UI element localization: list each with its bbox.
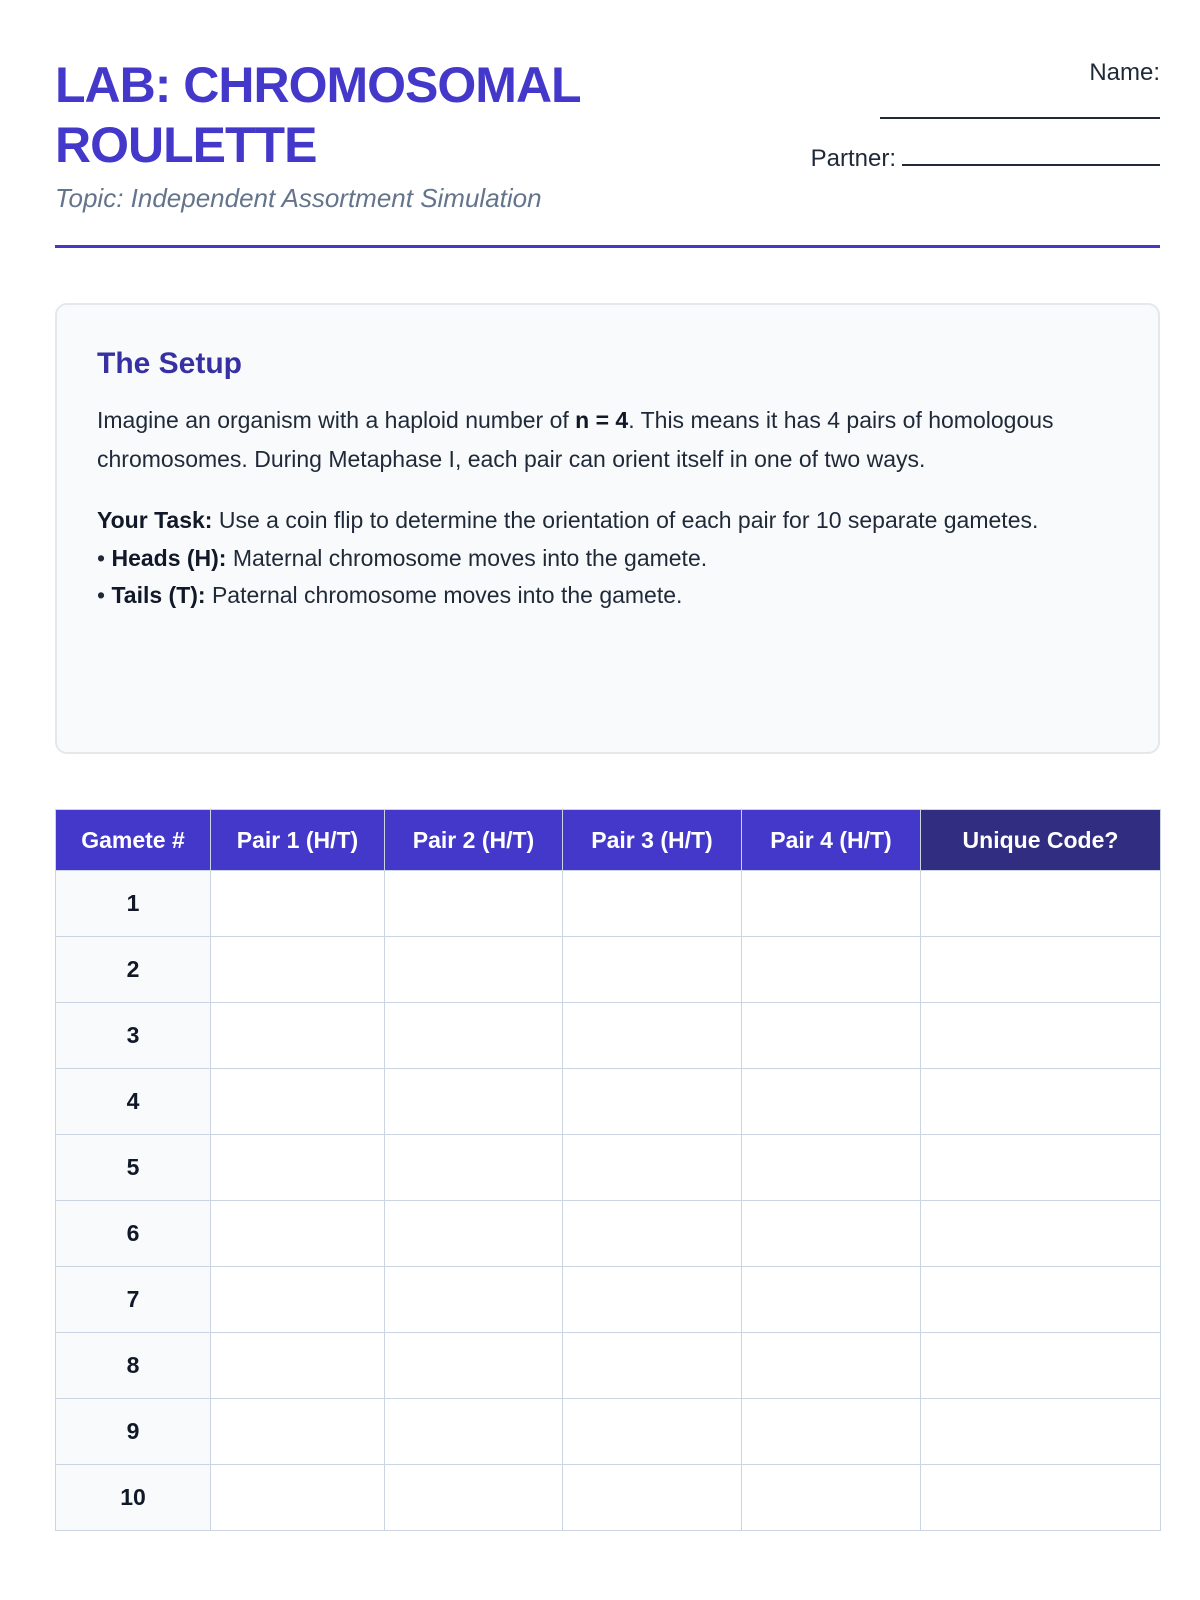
pair-4-cell[interactable] bbox=[742, 1333, 921, 1399]
pair-2-cell[interactable] bbox=[385, 871, 563, 937]
header-unique-code: Unique Code? bbox=[921, 810, 1161, 871]
pair-1-cell[interactable] bbox=[211, 1267, 385, 1333]
tails-rule bbox=[97, 577, 1118, 614]
pair-2-cell[interactable] bbox=[385, 1399, 563, 1465]
gamete-number-cell: 3 bbox=[56, 1003, 211, 1069]
pair-2-cell[interactable] bbox=[385, 1267, 563, 1333]
pair-3-cell[interactable] bbox=[563, 1399, 742, 1465]
pair-1-cell[interactable] bbox=[211, 1201, 385, 1267]
table-row bbox=[56, 1333, 1161, 1399]
table-row bbox=[56, 1267, 1161, 1333]
table-header-row bbox=[56, 810, 1161, 871]
gamete-number-cell: 4 bbox=[56, 1069, 211, 1135]
task-label: Your Task: bbox=[97, 507, 213, 533]
gamete-number-cell: 7 bbox=[56, 1267, 211, 1333]
unique-code-cell[interactable] bbox=[921, 1267, 1161, 1333]
worksheet-page bbox=[55, 55, 1160, 1531]
header-gamete-number: Gamete # bbox=[56, 810, 211, 871]
topic-subtitle: Topic: Independent Assortment Simulation bbox=[55, 183, 542, 213]
unique-code-cell[interactable] bbox=[921, 1135, 1161, 1201]
pair-1-cell[interactable] bbox=[211, 1399, 385, 1465]
table-row bbox=[56, 1069, 1161, 1135]
pair-1-cell[interactable] bbox=[211, 1003, 385, 1069]
header-pair-2: Pair 2 (H/T) bbox=[385, 810, 563, 871]
tails-text: Paternal chromosome moves into the gamete. bbox=[205, 582, 683, 608]
intro-text-end: . This means it has 4 pairs of homologous chromosomes. During Metaphase I, each pair can orient itself in one of two ways. bbox=[97, 407, 1054, 472]
pair-2-cell[interactable] bbox=[385, 937, 563, 1003]
setup-intro bbox=[97, 401, 1118, 479]
page-title bbox=[55, 55, 655, 175]
pair-2-cell[interactable] bbox=[385, 1135, 563, 1201]
pair-1-cell[interactable] bbox=[211, 1465, 385, 1531]
table-row bbox=[56, 1135, 1161, 1201]
worksheet-header bbox=[55, 55, 1160, 248]
unique-code-cell[interactable] bbox=[921, 1003, 1161, 1069]
pair-3-cell[interactable] bbox=[563, 1201, 742, 1267]
setup-title: The Setup bbox=[97, 347, 243, 380]
gamete-number-cell: 8 bbox=[56, 1333, 211, 1399]
pair-1-cell[interactable] bbox=[211, 1069, 385, 1135]
setup-box bbox=[55, 303, 1160, 754]
table-body bbox=[56, 871, 1161, 1531]
pair-2-cell[interactable] bbox=[385, 1333, 563, 1399]
pair-4-cell[interactable] bbox=[742, 1465, 921, 1531]
pair-3-cell[interactable] bbox=[563, 1135, 742, 1201]
pair-4-cell[interactable] bbox=[742, 1399, 921, 1465]
gamete-number-cell: 1 bbox=[56, 871, 211, 937]
unique-code-cell[interactable] bbox=[921, 871, 1161, 937]
name-field[interactable] bbox=[880, 97, 1160, 119]
pair-4-cell[interactable] bbox=[742, 1201, 921, 1267]
unique-code-cell[interactable] bbox=[921, 1465, 1161, 1531]
pair-1-cell[interactable] bbox=[211, 871, 385, 937]
haploid-number: n = 4 bbox=[575, 407, 629, 433]
bullet-marker: • bbox=[97, 582, 112, 608]
pair-3-cell[interactable] bbox=[563, 1465, 742, 1531]
gamete-number-cell: 9 bbox=[56, 1399, 211, 1465]
pair-2-cell[interactable] bbox=[385, 1465, 563, 1531]
table-row bbox=[56, 1003, 1161, 1069]
name-label: Name: bbox=[1089, 59, 1160, 86]
pair-4-cell[interactable] bbox=[742, 1069, 921, 1135]
gamete-table-wrapper bbox=[55, 809, 1160, 1531]
header-pair-4: Pair 4 (H/T) bbox=[742, 810, 921, 871]
student-fields bbox=[800, 55, 1160, 175]
table-row bbox=[56, 1201, 1161, 1267]
task-text: Use a coin flip to determine the orientation of each pair for 10 separate gametes. bbox=[212, 507, 1039, 533]
pair-3-cell[interactable] bbox=[563, 1003, 742, 1069]
pair-4-cell[interactable] bbox=[742, 1003, 921, 1069]
pair-1-cell[interactable] bbox=[211, 1135, 385, 1201]
pair-4-cell[interactable] bbox=[742, 871, 921, 937]
table-row bbox=[56, 1399, 1161, 1465]
pair-1-cell[interactable] bbox=[211, 1333, 385, 1399]
heads-text: Maternal chromosome moves into the gamete. bbox=[226, 545, 708, 571]
unique-code-cell[interactable] bbox=[921, 1399, 1161, 1465]
bullet-marker: • bbox=[97, 545, 112, 571]
unique-code-cell[interactable] bbox=[921, 1201, 1161, 1267]
pair-4-cell[interactable] bbox=[742, 1267, 921, 1333]
gamete-table bbox=[55, 809, 1161, 1531]
table-row bbox=[56, 937, 1161, 1003]
pair-3-cell[interactable] bbox=[563, 871, 742, 937]
gamete-number-cell: 5 bbox=[56, 1135, 211, 1201]
intro-text-start: Imagine an organism with a haploid number of bbox=[97, 407, 576, 433]
tails-label: Tails (T): bbox=[111, 582, 206, 608]
gamete-number-cell: 2 bbox=[56, 937, 211, 1003]
partner-row bbox=[800, 143, 1160, 175]
table-row bbox=[56, 1465, 1161, 1531]
pair-4-cell[interactable] bbox=[742, 1135, 921, 1201]
header-pair-1: Pair 1 (H/T) bbox=[211, 810, 385, 871]
unique-code-cell[interactable] bbox=[921, 1333, 1161, 1399]
partner-label: Partner: bbox=[810, 145, 896, 172]
pair-3-cell[interactable] bbox=[563, 1333, 742, 1399]
gamete-number-cell: 10 bbox=[56, 1465, 211, 1531]
title-line-1: LAB: CHROMOSOMAL bbox=[55, 57, 581, 113]
header-pair-3: Pair 3 (H/T) bbox=[563, 810, 742, 871]
pair-3-cell[interactable] bbox=[563, 937, 742, 1003]
pair-2-cell[interactable] bbox=[385, 1003, 563, 1069]
table-row bbox=[56, 871, 1161, 937]
pair-3-cell[interactable] bbox=[563, 1069, 742, 1135]
title-line-2: ROULETTE bbox=[55, 117, 317, 173]
pair-2-cell[interactable] bbox=[385, 1069, 563, 1135]
partner-field[interactable] bbox=[902, 146, 1160, 166]
gamete-number-cell: 6 bbox=[56, 1201, 211, 1267]
title-block bbox=[55, 55, 655, 214]
heads-rule bbox=[97, 540, 1118, 577]
unique-code-cell[interactable] bbox=[921, 1069, 1161, 1135]
pair-1-cell[interactable] bbox=[211, 937, 385, 1003]
task-instructions bbox=[97, 501, 1118, 540]
unique-code-cell[interactable] bbox=[921, 937, 1161, 1003]
pair-3-cell[interactable] bbox=[563, 1267, 742, 1333]
heads-label: Heads (H): bbox=[111, 545, 227, 571]
pair-2-cell[interactable] bbox=[385, 1201, 563, 1267]
pair-4-cell[interactable] bbox=[742, 937, 921, 1003]
